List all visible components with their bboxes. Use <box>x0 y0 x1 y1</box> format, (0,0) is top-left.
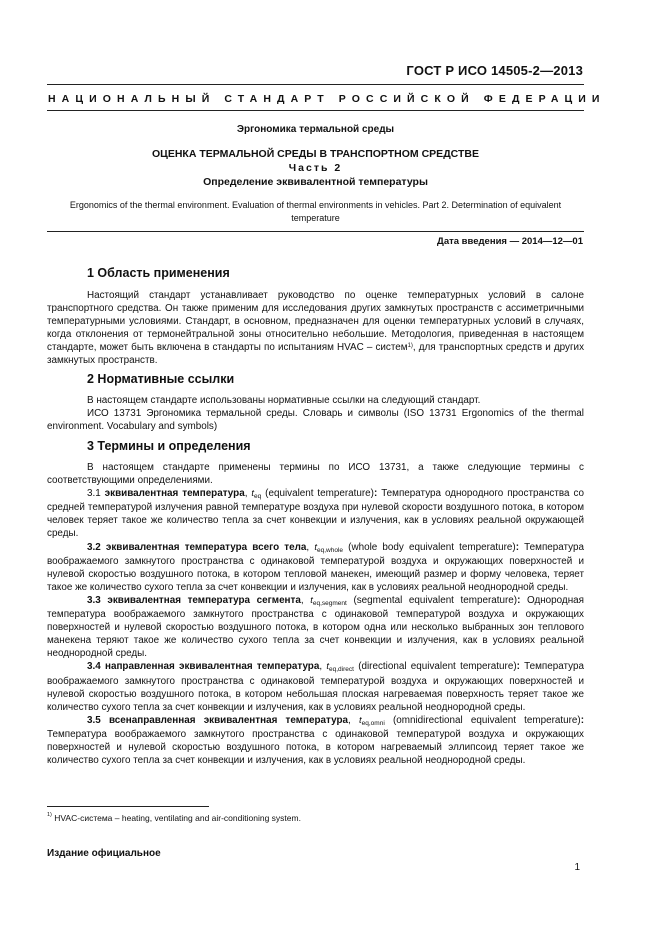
footnote-rule <box>47 806 209 807</box>
term-symbol-subscript: eq,direct <box>329 666 354 674</box>
term-number: 3.3 <box>87 594 101 606</box>
term-number: 3.2 <box>87 541 101 553</box>
section-1-paragraph: Настоящий стандарт устанавливает руководство по оценке температурных условий в салоне транспортного средства. Он также применим для исследования других замкнутых пространств с ассиметричными температурными условиями. Стандарт, в основном, предназначен для оценки температурных условий в случаях, когда отклонения от термонейтральной зоны относительно небольшие. Методология, приведенная в настоящем стандарте, может быть включена в стандарты по испытаниям HVAC – систем$^{1)}$, для транспортных средств и других замкнутых пространств. <box>47 290 585 367</box>
national-standard-banner: НАЦИОНАЛЬНЫЙ СТАНДАРТ РОССИЙСКОЙ ФЕДЕРАЦИИ <box>48 93 606 105</box>
section-3-heading: 3 Термины и определения <box>87 439 251 453</box>
term-definition: 3.4 направленная эквивалентная температура, $t_{eq,direct}$ (directional equivalent temperature): Температура воображаемого замкнутого пространства с одинаковой температурой воздуха и окружающих поверхностей и нулевой скоростью воздушного потока, в котором небольшая плоская нагреваемая поверхность теряет такое же количество сухого тепла за счет конвекции и излучения, как в условиях реальной неоднородной среды. <box>47 661 584 713</box>
header-rule-top <box>47 84 584 85</box>
term-number: 3.4 <box>87 661 101 673</box>
term-text: Однородная температура воображаемого замкнутого пространства с одинаковой температурой воздуха и окружающих поверхностей и нулевой скоростью воздушного потока, в котором одна или несколько выбранных зон теплового манекена теряют такое же количество сухого тепла за счет конвекции и излучения, как в условиях реальной неоднородной среды. <box>47 594 584 660</box>
document-part: Часть 2 <box>288 162 343 174</box>
section-2-body <box>47 394 584 433</box>
term-symbol: t <box>359 714 362 726</box>
term-symbol-subscript: eq,omni <box>361 719 385 727</box>
term-text: Температура воображаемого замкнутого пространства с одинаковой температурой воздуха и окружающих поверхностей и нулевой скоростью воздушного потока, в котором тепловой манекен, имеющий размер и форму человека, теряет такое же количество сухого тепла за счет конвекции и излучения, как в условиях реальной неоднородной среды. <box>47 541 584 593</box>
term-text: Температура воображаемого замкнутого пространства с одинаковой температурой воздуха и окружающих поверхностей и нулевой скоростью воздушного потока, в котором небольшая плоская нагреваемая поверхность теряет такое же количество сухого тепла за счет конвекции и излучения, как в условиях реальной неоднородной среды. <box>47 661 584 713</box>
terms-list <box>47 487 584 767</box>
section-1-heading: 1 Область применения <box>87 266 230 280</box>
term-name: эквивалентная температура сегмента <box>107 594 301 606</box>
term-english: (directional equivalent temperature) <box>353 661 517 673</box>
section-2-paragraph-2: ИСО 13731 Эргономика термальной среды. Словарь и символы (ISO 13731 Ergonomics of the thermal environment. Vocabulary and symbols) <box>47 408 584 433</box>
term-name: эквивалентная температура <box>104 488 245 500</box>
english-title: Ergonomics of the thermal environment. Evaluation of thermal environments in vehicles. Part 2. Determination of equivalent temperature <box>69 200 562 223</box>
term-separator: : <box>515 541 520 553</box>
section-2-paragraph-1: В настоящем стандарте использованы нормативные ссылки на следующий стандарт. <box>87 395 481 406</box>
term-number: 3.1 <box>87 488 101 500</box>
term-separator: : <box>580 714 584 726</box>
term-separator: : <box>517 594 521 606</box>
term-english: (whole body equivalent temperature) <box>343 541 516 553</box>
term-symbol-subscript: eq,whole <box>316 546 343 554</box>
section-1-body <box>47 289 584 368</box>
term-symbol: t <box>326 661 329 673</box>
term-text: Температура однородного пространства со средней температурой излучения равной температуре воздуха при нулевой скорости воздушного потока, в котором человек теряет такое же количество тепла за счет конвекции и излучения, как в условиях реальной окружающей среды. <box>47 488 584 540</box>
term-symbol: t <box>314 541 317 553</box>
intro-date-rule <box>47 231 584 232</box>
intro-date: Дата введения — 2014—12—01 <box>437 236 583 247</box>
term-english: (omnidirectional equivalent temperature) <box>384 714 581 726</box>
term-symbol-subscript: eq,segment <box>312 599 347 607</box>
term-name: всенаправленная эквивалентная температура <box>108 714 349 726</box>
term-symbol-subscript: eq <box>254 493 262 501</box>
term-text: Температура воображаемого замкнутого пространства с одинаковой температурой воздуха и окружающих поверхностей и нулевой скоростью воздушного потока, в котором нагреваемый эллипсоид теряет такое же количество сухого тепла за счет конвекции и излучения, как в условиях реальной неоднородной среды. <box>47 728 584 767</box>
document-subtitle: Определение эквивалентной температуры <box>203 176 428 188</box>
term-symbol: t <box>251 488 255 500</box>
term-definition: 3.1 эквивалентная температура, $t_{eq}$ (equivalent temperature): Температура однородного пространства со средней температурой излучения равной температуре воздуха при нулевой скорости воздушного потока, в котором человек теряет такое же количество тепла за счет конвекции и излучения, как в условиях реальной окружающей среды. <box>47 488 584 540</box>
document-subject: Эргономика термальной среды <box>236 124 395 135</box>
term-english: (equivalent temperature) <box>261 488 374 500</box>
term-separator: : <box>373 488 378 500</box>
term-definition: 3.2 эквивалентная температура всего тела, $t_{eq,whole}$ (whole body equivalent temperature): Температура воображаемого замкнутого пространства с одинаковой температурой воздуха и окружающих поверхностей и нулевой скоростью воздушного потока, в котором тепловой манекен, имеющий размер и форму человека, теряет такое же количество сухого тепла за счет конвекции и излучения, как в условиях реальной неоднородной среды. <box>47 541 584 593</box>
footnote-ref: 1) <box>407 343 413 350</box>
document-title: ОЦЕНКА ТЕРМАЛЬНОЙ СРЕДЫ В ТРАНСПОРТНОМ СРЕДСТВЕ <box>151 148 479 160</box>
footnote: $^{1)}$ HVAC-система – heating, ventilating and air-conditioning system. <box>47 812 301 823</box>
term-name: эквивалентная температура всего тела <box>105 541 307 553</box>
term-english: (segmental equivalent temperature) <box>346 594 518 606</box>
term-name: направленная эквивалентная температура <box>105 661 320 673</box>
section-3-body <box>47 461 584 767</box>
page-number: 1 <box>574 862 580 873</box>
edition-label: Издание официальное <box>47 848 161 859</box>
term-separator: : <box>516 661 520 673</box>
document-code: ГОСТ Р ИСО 14505-2—2013 <box>406 63 583 78</box>
term-definition: 3.3 эквивалентная температура сегмента, $t_{eq,segment}$ (segmental equivalent temperature): Однородная температура воображаемого замкнутого пространства с одинаковой температурой воздуха и окружающих поверхностей и нулевой скоростью воздушного потока, в котором одна или несколько выбранных зон теплового манекена теряют такое же количество сухого тепла за счет конвекции и излучения, как в условиях реальной неоднородной среды. <box>47 594 584 660</box>
header-rule-bottom <box>47 110 584 111</box>
term-symbol: t <box>310 594 313 606</box>
term-definition: 3.5 всенаправленная эквивалентная температура, $t_{eq,omni}$ (omnidirectional equivalent temperature): Температура воображаемого замкнутого пространства с одинаковой температурой воздуха и окружающих поверхностей и нулевой скоростью воздушного потока, в котором нагреваемый эллипсоид теряет такое же количество сухого тепла за счет конвекции и излучения, как в условиях реальной неоднородной среды. <box>47 714 584 767</box>
term-number: 3.5 <box>87 714 101 726</box>
section-2-heading: 2 Нормативные ссылки <box>87 372 235 386</box>
section-3-intro: В настоящем стандарте применены термины по ИСО 13731, а также следующие термины с соответствующими определениями. <box>47 462 584 487</box>
